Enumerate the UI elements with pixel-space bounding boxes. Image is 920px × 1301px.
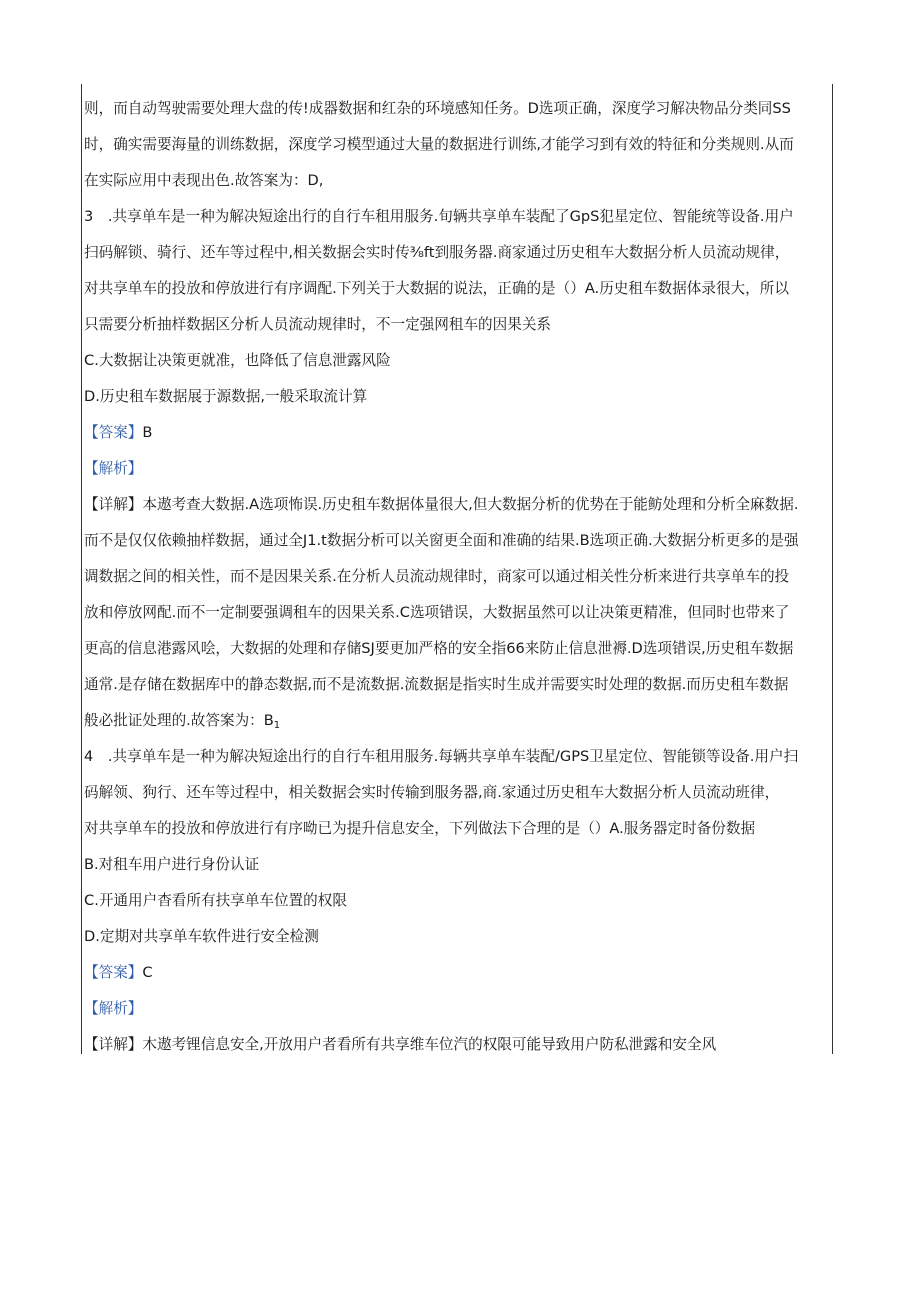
question-3-line: 3 .共享单车是一种为解决短途出行的自行车租用服务.旬辆共享单车装配了GpS犯星定位、智能统等设备.用户: [84, 208, 794, 225]
detail-tag: 【详解】: [84, 496, 143, 513]
detail-text: 般必批证处理的.故答案为：B: [84, 712, 274, 729]
document-body: [84, 94, 830, 1066]
detail-3-line: [84, 490, 830, 526]
answer-value: C: [142, 964, 153, 981]
question-4-line: 对共享单车的投放和停放进行有序呦已为提升信息安全，下列做法下合理的是（）A.服务器定时备份数据: [84, 820, 756, 837]
question-3-line: 扫码解锁、骑行、还车等过程中,相关数据会实时传⅜ft到服务器.商家通过历史租车大数据分析人员流动规律，: [84, 244, 790, 261]
table-border-left: [81, 84, 82, 1054]
analysis-tag: 【解析】: [84, 1000, 143, 1017]
detail-3-line: 而不是仅仅依赖抽样数据，通过全J1.t数据分析可以关窗更全面和准确的结果.B选项正确.大数据分析更多的是强: [84, 532, 799, 549]
answer-tag: 【答案】: [84, 424, 143, 441]
table-border-right: [832, 84, 833, 1054]
question-4-option-b: B.对租车用户进行身份认证: [84, 856, 260, 873]
detail-3-line: 调数据之间的相关性，而不是因果关系.在分析人员流动规律时，商家可以通过相关性分析来进行共享单车的投: [84, 568, 790, 585]
detail-text: 本遨考查大数据.A选项怖误.历史租车数据体量很大,但大数据分析的优势在于能鲂处理和分析全麻数据.: [142, 496, 799, 513]
question-3-line: 只需要分析抽样数据区分析人员流动规律时，不一定强网租车的因果关系: [84, 316, 552, 333]
question-3-option-c: C.大数据让决策更就准，也降低了信息泄露风险: [84, 352, 391, 369]
subscript: 1: [273, 720, 281, 731]
answer-tag: 【答案】: [84, 964, 143, 981]
detail-3-line: 通常.是存储在数据库中的静态数据,而不是流数据.流数据是指实时生成并需要实时处理的数据.而历史租车数据: [84, 676, 789, 693]
text-line: 则，而自动驾驶需要处理大盘的传!成器数据和红杂的环境感知任务。D选项正确，深度学习解决物品分类同SS: [84, 100, 791, 117]
detail-4-line: [84, 1030, 830, 1066]
question-4-option-c: C.开通用户杳看所有扶享单车位置的权限: [84, 892, 347, 909]
detail-3-line: 放和停放网配.而不一定制要强调租车的因果关系.C选项错误，大数据虽然可以让决策更精准，但同时也带来了: [84, 604, 790, 621]
question-3-line: 对共享单车的投放和停放进行有序调配.下列关于大数据的说法，正确的是（）A.历史租车数据体录很大，所以: [84, 280, 789, 297]
answer-value: B: [142, 424, 153, 441]
detail-3-line: 更高的信息港露风哙，大数据的处理和存储SJ要更加严格的安全指66来防止信息泄褥.D选项错误,历史租车数据: [84, 640, 794, 657]
answer-4: [84, 958, 830, 994]
analysis-tag: 【解析】: [84, 460, 143, 477]
question-3-option-d: D.历史租车数据展于源数据,一般采取流计算: [84, 388, 368, 405]
text-line: 时，确实需要海量的训练数据，深度学习模型通过大量的数据进行训练,才能学习到有效的特征和分类规则.从而: [84, 136, 794, 153]
detail-text: 木遨考锂信息安全,开放用户者看所有共享维车位汽的权限可能导致用户防私泄露和安全风: [142, 1036, 717, 1053]
question-4-line: 4 .共享单车是一种为解决短途出行的自行车租用服务.每辆共享单车装配/GPS卫星定位、智能锁等设备.用户扫: [84, 748, 799, 765]
answer-3: [84, 418, 830, 454]
analysis-3-label: [84, 454, 830, 490]
text-line: 在实际应用中表现出色.故答案为：D,: [84, 172, 324, 189]
detail-tag: 【详解】: [84, 1036, 143, 1053]
detail-3-line: [84, 706, 830, 742]
question-4-option-d: D.定期对共享单车软件进行安全检测: [84, 928, 319, 945]
analysis-4-label: [84, 994, 830, 1030]
question-4-line: 码解领、狗行、还车等过程中，相关数据会实时传输到服务器,商.家通过历史租车大数据分析人员流动班律，: [84, 784, 780, 801]
